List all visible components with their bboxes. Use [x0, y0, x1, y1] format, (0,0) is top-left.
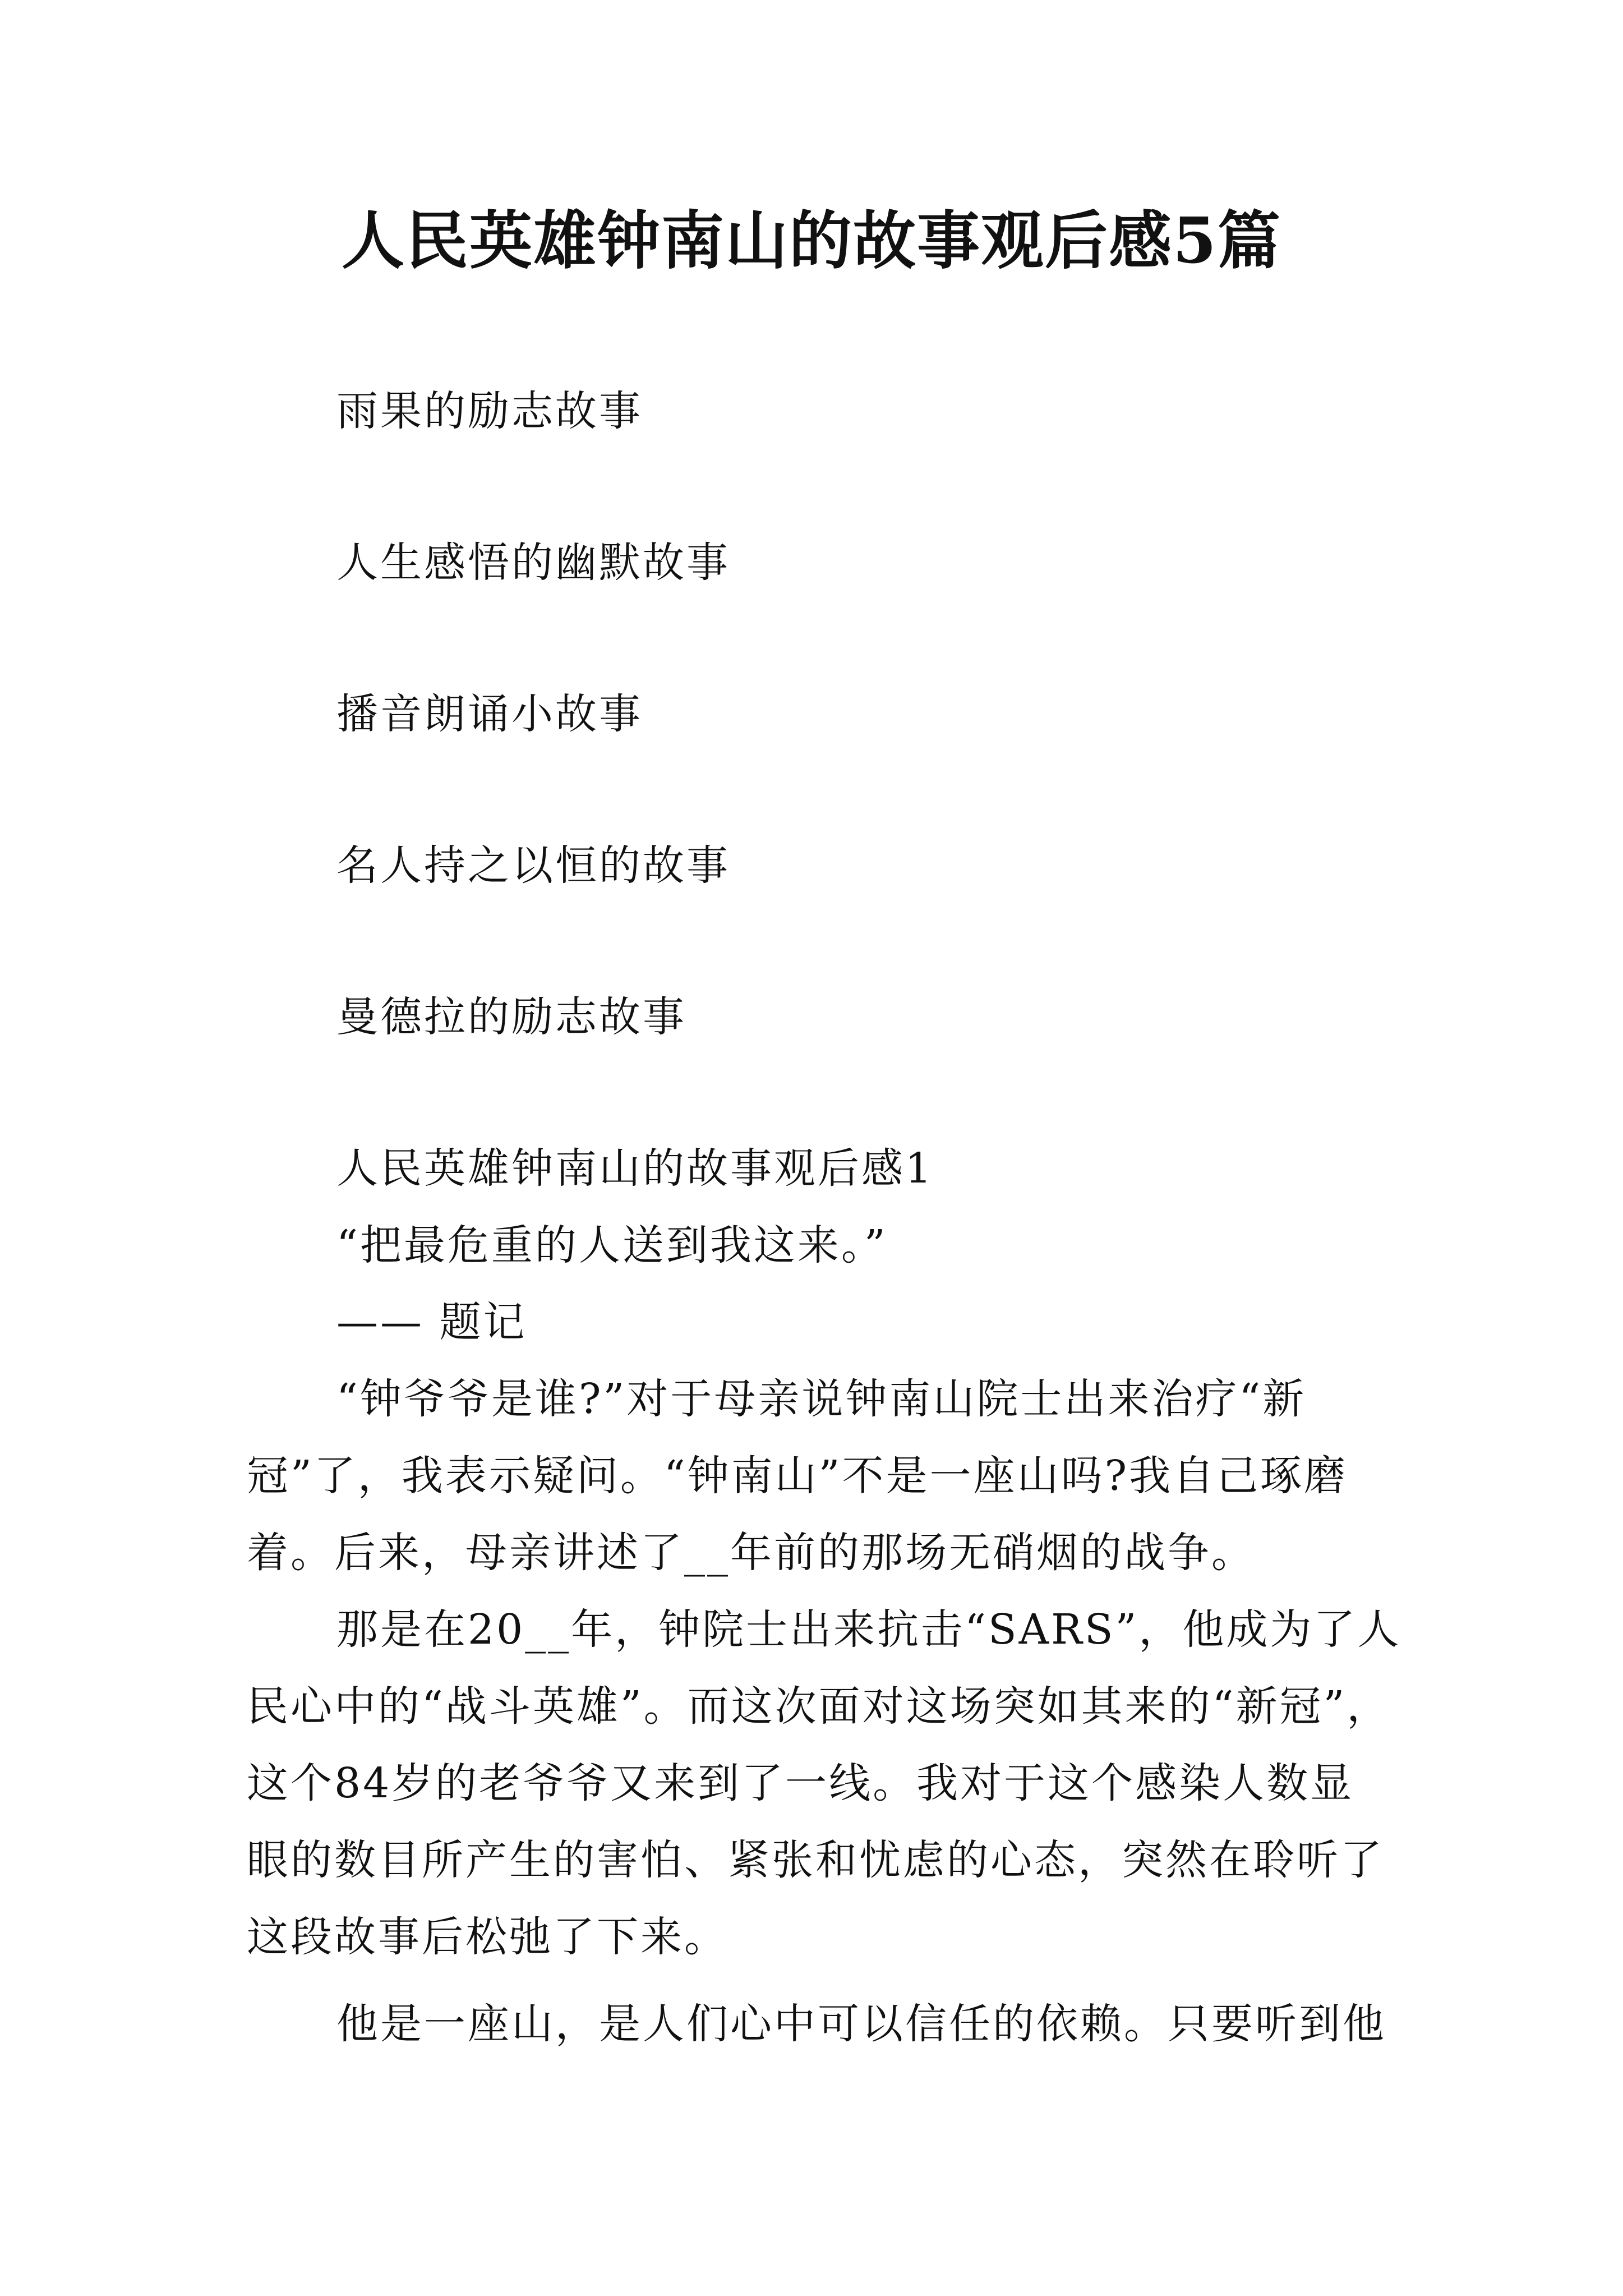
paragraph-1-line-2: 冠”了，我表示疑问。“钟南山”不是一座山吗?我自己琢磨 — [247, 1452, 1348, 1500]
paragraph-2-line-4: 眼的数目所产生的害怕、紧张和忧虑的心态，突然在聆听了 — [247, 1836, 1384, 1884]
related-link-2[interactable]: 人生感悟的幽默故事 — [336, 539, 730, 587]
epigraph: “把最危重的人送到我这来。” — [336, 1221, 888, 1269]
related-link-1[interactable]: 雨果的励志故事 — [336, 387, 643, 435]
epigraph-attribution: —— 题记 — [336, 1298, 527, 1346]
paragraph-1-line-1: “钟爷爷是谁?”对于母亲说钟南山院士出来治疗“新 — [336, 1375, 1307, 1423]
paragraph-2-line-5: 这段故事后松弛了下来。 — [247, 1913, 728, 1961]
related-link-3[interactable]: 播音朗诵小故事 — [336, 690, 643, 738]
paragraph-2-line-3: 这个84岁的老爷爷又来到了一线。我对于这个感染人数显 — [247, 1759, 1354, 1807]
section-heading: 人民英雄钟南山的故事观后感1 — [336, 1144, 934, 1193]
document-title: 人民英雄钟南山的故事观后感5篇 — [342, 204, 1281, 278]
related-link-4[interactable]: 名人持之以恒的故事 — [336, 841, 730, 890]
paragraph-1-line-3: 着。后来，母亲讲述了__年前的那场无硝烟的战争。 — [247, 1529, 1255, 1577]
related-link-5[interactable]: 曼德拉的励志故事 — [336, 993, 686, 1041]
paragraph-2-line-1: 那是在20__年，钟院士出来抗击“SARS”，他成为了人 — [336, 1605, 1401, 1654]
paragraph-3-line-1: 他是一座山，是人们心中可以信任的依赖。只要听到他 — [336, 2000, 1386, 2048]
paragraph-2-line-2: 民心中的“战斗英雄”。而这次面对这场突如其来的“新冠”， — [247, 1682, 1391, 1731]
